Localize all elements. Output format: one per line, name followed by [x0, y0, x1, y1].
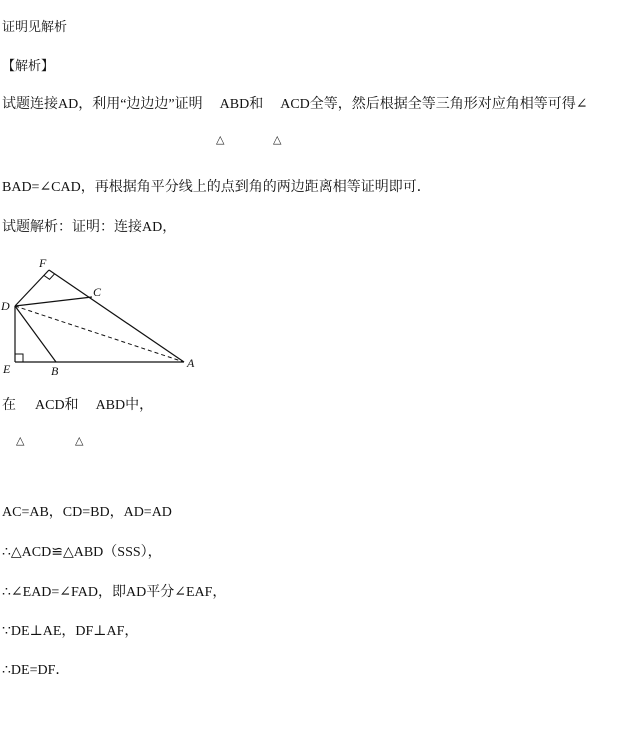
right-angle-mark-f: [44, 274, 55, 280]
analysis-line-1-part-a: 试题连接AD，利用“边边边”证明: [2, 97, 203, 112]
header-text: 证明见解析: [2, 20, 68, 35]
proof-conditions: AC=AB，CD=BD，AD=AD: [2, 505, 172, 520]
triangle-symbol: △: [216, 133, 225, 146]
label-a: A: [187, 356, 195, 370]
segment-dc: [15, 297, 92, 306]
label-f: F: [39, 256, 47, 270]
proof-in-part-c: ABD中，: [95, 398, 154, 413]
proof-angle-equal: ∴∠EAD=∠FAD，即AD平分∠EAF，: [2, 585, 227, 600]
segment-df: [15, 270, 49, 306]
proof-congruence: ∴△ACD≌△ABD（SSS），: [2, 545, 162, 560]
solution-intro: 试题解析：证明：连接AD，: [2, 220, 177, 235]
analysis-line-1-part-c: ACD全等，然后根据全等三角形对应角相等可得∠: [280, 97, 588, 112]
proof-in-part-a: 在: [2, 398, 16, 413]
proof-in-part-b: ACD和: [35, 398, 79, 413]
analysis-line-1-part-b: ABD和: [219, 97, 264, 112]
right-angle-mark-e: [15, 354, 23, 362]
analysis-line-2: BAD=∠CAD，再根据角平分线上的点到角的两边距离相等证明即可．: [2, 180, 431, 195]
proof-perpendicular: ∵DE⊥AE，DF⊥AF，: [2, 624, 139, 639]
segment-da-dashed: [15, 306, 184, 362]
label-c: C: [93, 285, 102, 299]
segment-fa: [49, 270, 184, 362]
analysis-line-1: [2, 97, 588, 113]
section-title: 【解析】: [2, 59, 55, 74]
triangle-symbol: △: [273, 133, 282, 146]
proof-in-line: [2, 398, 153, 414]
geometry-figure: [0, 256, 210, 381]
label-b: B: [51, 364, 59, 378]
label-e: E: [3, 362, 11, 376]
triangle-symbol: △: [16, 434, 25, 447]
label-d: D: [1, 299, 10, 313]
proof-conclusion: ∴DE=DF．: [2, 663, 70, 678]
triangle-symbol: △: [75, 434, 84, 447]
